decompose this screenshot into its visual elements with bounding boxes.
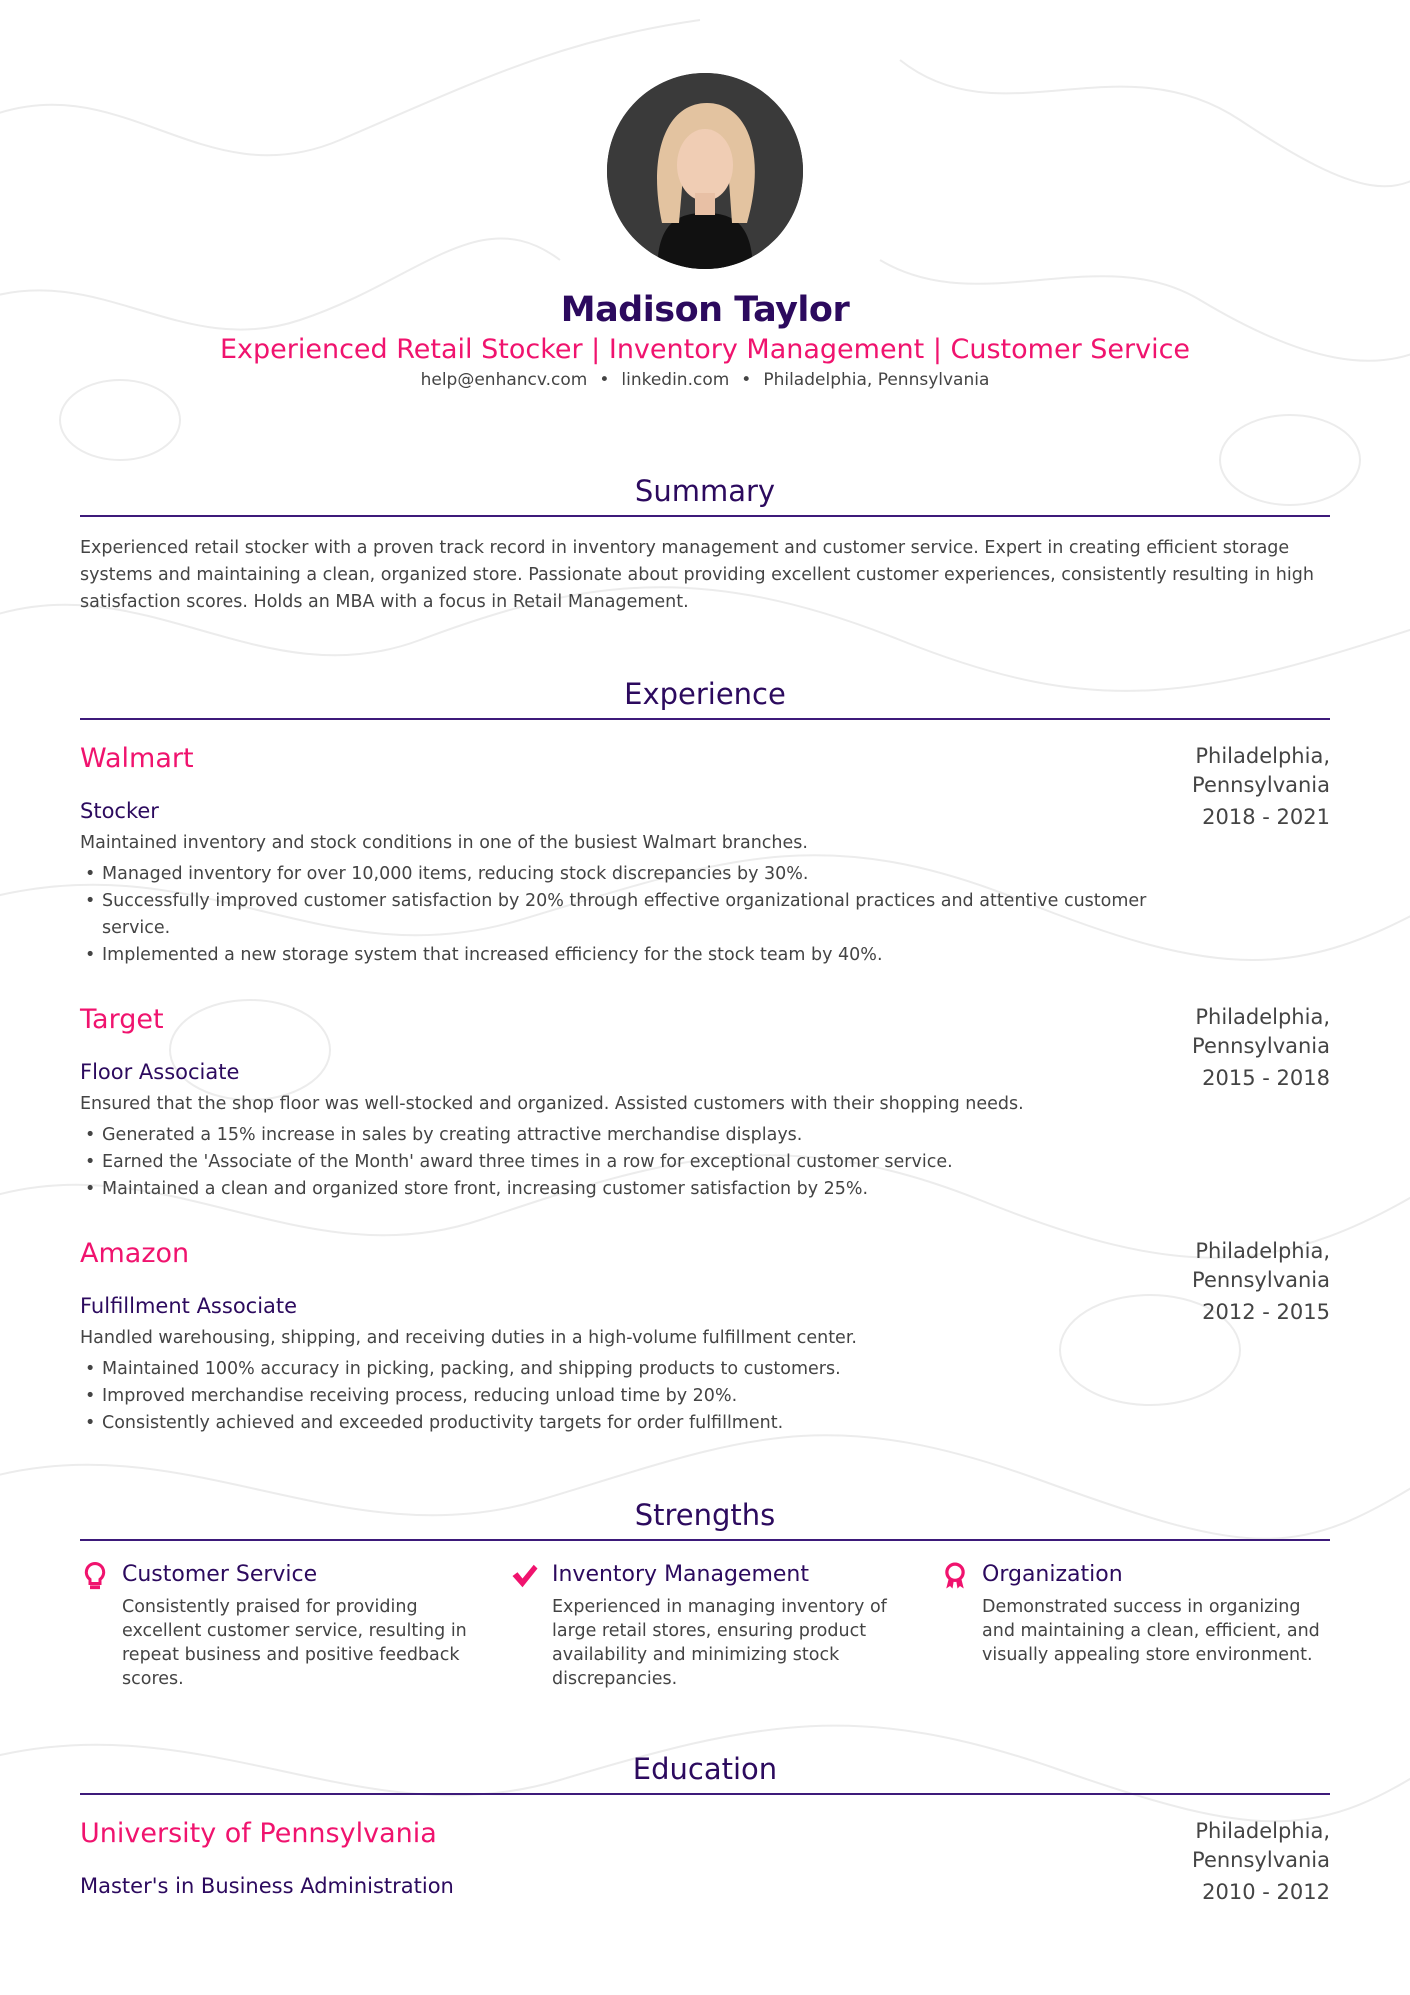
separator: • bbox=[599, 370, 610, 390]
company-name: Target bbox=[80, 1004, 164, 1035]
education-item bbox=[80, 1817, 1330, 1907]
profile-photo bbox=[607, 73, 803, 269]
location-line: Philadelphia, bbox=[1195, 744, 1330, 768]
job-description: Maintained inventory and stock conditions in one of the busiest Walmart branches. bbox=[80, 833, 808, 853]
education-section bbox=[80, 1751, 1330, 1907]
list-item: • Maintained 100% accuracy in picking, packing, and shipping products to customers. bbox=[80, 1356, 1162, 1383]
strength-title: Organization bbox=[982, 1562, 1123, 1587]
company-name: Walmart bbox=[80, 743, 194, 774]
job-location-dates bbox=[1192, 1003, 1330, 1093]
location-line: Philadelphia, bbox=[1195, 1005, 1330, 1029]
checkmark-icon bbox=[510, 1561, 540, 1591]
summary-heading: Summary bbox=[634, 474, 776, 508]
strengths-grid bbox=[80, 1561, 1330, 1691]
strength-inventory-management bbox=[510, 1561, 900, 1691]
email-link[interactable]: help@enhancv.com bbox=[420, 370, 588, 390]
dates: 2012 - 2015 bbox=[1202, 1300, 1330, 1324]
linkedin-link[interactable]: linkedin.com bbox=[621, 370, 730, 390]
job-location-dates bbox=[1192, 1237, 1330, 1327]
divider bbox=[80, 515, 1330, 517]
experience-section bbox=[80, 676, 1330, 1437]
degree: Master's in Business Administration bbox=[80, 1874, 454, 1898]
job-title: Fulfillment Associate bbox=[80, 1294, 298, 1318]
award-ribbon-icon bbox=[940, 1561, 970, 1591]
contact-info bbox=[80, 369, 1330, 391]
job-title: Stocker bbox=[80, 799, 159, 823]
divider bbox=[80, 1793, 1330, 1795]
divider bbox=[80, 718, 1330, 720]
job-description: Handled warehousing, shipping, and receiving duties in a high-volume fulfillment center. bbox=[80, 1328, 857, 1348]
location-line: Pennsylvania bbox=[1192, 1034, 1330, 1058]
achievement-list bbox=[80, 861, 1162, 969]
list-item: • Implemented a new storage system that increased efficiency for the stock team by 40%. bbox=[80, 942, 1162, 969]
strength-description: Demonstrated success in organizing and maintaining a clean, efficient, and visually appealing store environment. bbox=[982, 1597, 1320, 1665]
lightbulb-icon bbox=[80, 1561, 110, 1591]
separator: • bbox=[741, 370, 752, 390]
location-line: Philadelphia, bbox=[1195, 1819, 1330, 1843]
list-item: • Maintained a clean and organized store front, increasing customer satisfaction by 25%. bbox=[80, 1176, 1162, 1203]
strength-description: Consistently praised for providing excellent customer service, resulting in repeat business and positive feedback scores. bbox=[122, 1597, 467, 1689]
achievement-list bbox=[80, 1122, 1162, 1203]
summary-section bbox=[80, 473, 1330, 616]
strength-description: Experienced in managing inventory of large retail stores, ensuring product availability and minimizing stock discrepancies. bbox=[552, 1597, 887, 1689]
location-line: Philadelphia, bbox=[1195, 1239, 1330, 1263]
company-name: Amazon bbox=[80, 1238, 190, 1269]
location-line: Pennsylvania bbox=[1192, 773, 1330, 797]
portrait-icon bbox=[607, 73, 803, 269]
strength-title: Customer Service bbox=[122, 1562, 318, 1587]
education-location-dates bbox=[1192, 1817, 1330, 1907]
experience-item-target bbox=[80, 1003, 1330, 1203]
dates: 2018 - 2021 bbox=[1202, 805, 1330, 829]
job-title: Floor Associate bbox=[80, 1060, 240, 1084]
list-item: • Successfully improved customer satisfaction by 20% through effective organizational practices and attentive customer service. bbox=[80, 888, 1162, 942]
experience-item-amazon bbox=[80, 1237, 1330, 1437]
location: Philadelphia, Pennsylvania bbox=[763, 370, 990, 390]
strength-customer-service bbox=[80, 1561, 470, 1691]
job-description: Ensured that the shop floor was well-stocked and organized. Assisted customers with their shopping needs. bbox=[80, 1094, 1024, 1114]
list-item: • Managed inventory for over 10,000 items, reducing stock discrepancies by 30%. bbox=[80, 861, 1162, 888]
dates: 2015 - 2018 bbox=[1202, 1066, 1330, 1090]
candidate-name: Madison Taylor bbox=[560, 290, 850, 330]
list-item: • Earned the 'Associate of the Month' award three times in a row for exceptional customer service. bbox=[80, 1149, 1162, 1176]
location-line: Pennsylvania bbox=[1192, 1848, 1330, 1872]
candidate-headline: Experienced Retail Stocker | Inventory Management | Customer Service bbox=[219, 334, 1191, 365]
summary-text: Experienced retail stocker with a proven track record in inventory management and customer service. Expert in creating efficient storage systems and maintaining a clean, organized store. Passionate about providing excellent customer experiences, consistently resulting in high satisfaction scores. Holds an MBA with a focus in Retail Management. bbox=[80, 538, 1314, 612]
strengths-heading: Strengths bbox=[634, 1498, 776, 1532]
location-line: Pennsylvania bbox=[1192, 1268, 1330, 1292]
strength-title: Inventory Management bbox=[552, 1562, 809, 1587]
achievement-list bbox=[80, 1356, 1162, 1437]
job-location-dates bbox=[1192, 742, 1330, 832]
dates: 2010 - 2012 bbox=[1202, 1880, 1330, 1904]
school-name: University of Pennsylvania bbox=[80, 1818, 437, 1849]
list-item: • Generated a 15% increase in sales by creating attractive merchandise displays. bbox=[80, 1122, 1162, 1149]
divider bbox=[80, 1539, 1330, 1541]
list-item: • Consistently achieved and exceeded productivity targets for order fulfillment. bbox=[80, 1410, 1162, 1437]
education-heading: Education bbox=[632, 1752, 778, 1786]
list-item: • Improved merchandise receiving process, reducing unload time by 20%. bbox=[80, 1383, 1162, 1410]
strength-organization bbox=[940, 1561, 1330, 1691]
experience-item-walmart bbox=[80, 742, 1330, 969]
experience-heading: Experience bbox=[624, 677, 786, 711]
strengths-section bbox=[80, 1497, 1330, 1691]
